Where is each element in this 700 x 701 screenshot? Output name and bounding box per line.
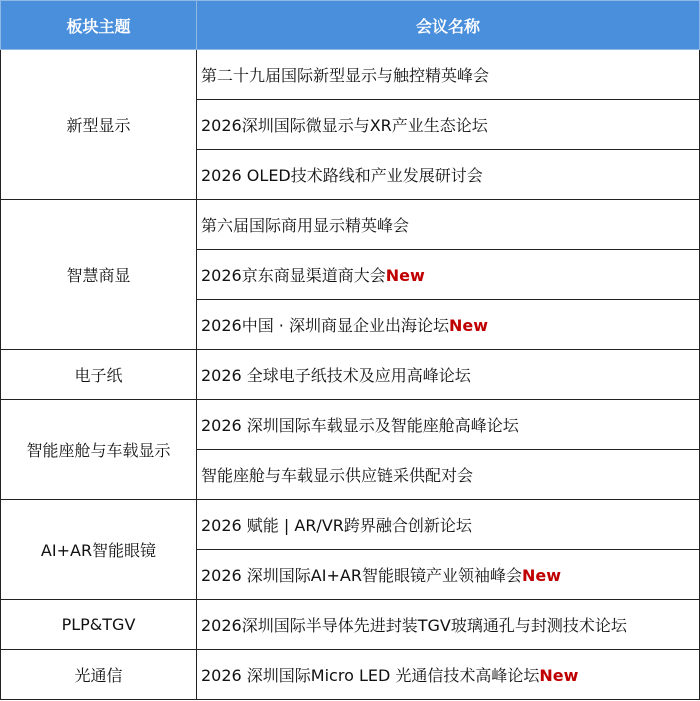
meeting-name-cell — [197, 250, 700, 300]
new-badge: New — [521, 566, 561, 585]
meeting-name: 第六届国际商用显示精英峰会 — [201, 216, 410, 235]
header-meeting-name: 会议名称 — [197, 1, 700, 50]
meeting-name-cell — [197, 300, 700, 350]
category-cell: 新型显示 — [1, 50, 197, 200]
new-badge: New — [448, 316, 489, 335]
meeting-name-cell — [197, 600, 700, 650]
table-row — [1, 500, 700, 550]
category-cell: 智慧商显 — [1, 200, 197, 350]
meeting-name: 2026 赋能 | AR/VR跨界融合创新论坛 — [201, 516, 472, 535]
meeting-name-cell — [197, 100, 700, 150]
new-badge: New — [539, 666, 579, 685]
table-row — [1, 400, 700, 450]
table-row — [1, 350, 700, 400]
meeting-name-cell — [197, 350, 700, 400]
meeting-name-cell — [197, 650, 700, 700]
meeting-name: 2026 深圳国际Micro LED 光通信技术高峰论坛 — [201, 666, 540, 685]
meeting-name: 2026深圳国际微显示与XR产业生态论坛 — [201, 116, 488, 135]
meeting-name: 2026 OLED技术路线和产业发展研讨会 — [201, 166, 483, 185]
meeting-name-cell — [197, 450, 700, 500]
header-category: 板块主题 — [1, 1, 197, 50]
table-row — [1, 650, 700, 700]
meeting-name-cell — [197, 50, 700, 100]
new-badge: New — [385, 266, 425, 285]
meeting-name-cell — [197, 150, 700, 200]
header-row — [1, 1, 700, 50]
table-row — [1, 200, 700, 250]
meeting-name: 智能座舱与车载显示供应链采供配对会 — [201, 466, 474, 485]
meeting-name-cell — [197, 550, 700, 600]
category-cell: 电子纸 — [1, 350, 197, 400]
meeting-name: 2026中国 · 深圳商显企业出海论坛 — [201, 316, 449, 335]
meeting-name: 第二十九届国际新型显示与触控精英峰会 — [201, 66, 490, 85]
meeting-name-cell — [197, 500, 700, 550]
category-cell: PLP&TGV — [1, 600, 197, 650]
meeting-name: 2026 深圳国际车载显示及智能座舱高峰论坛 — [201, 416, 519, 435]
meeting-name-cell — [197, 200, 700, 250]
meeting-name: 2026深圳国际半导体先进封装TGV玻璃通孔与封测技术论坛 — [201, 616, 627, 635]
meeting-name-cell — [197, 400, 700, 450]
meeting-name: 2026 全球电子纸技术及应用高峰论坛 — [201, 366, 471, 385]
table-row — [1, 600, 700, 650]
category-cell: 智能座舱与车载显示 — [1, 400, 197, 500]
category-cell: AI+AR智能眼镜 — [1, 500, 197, 600]
category-cell: 光通信 — [1, 650, 197, 700]
table-row — [1, 50, 700, 100]
table-body — [1, 50, 700, 700]
meeting-name: 2026京东商显渠道商大会 — [201, 266, 386, 285]
meeting-name: 2026 深圳国际AI+AR智能眼镜产业领袖峰会 — [201, 566, 522, 585]
